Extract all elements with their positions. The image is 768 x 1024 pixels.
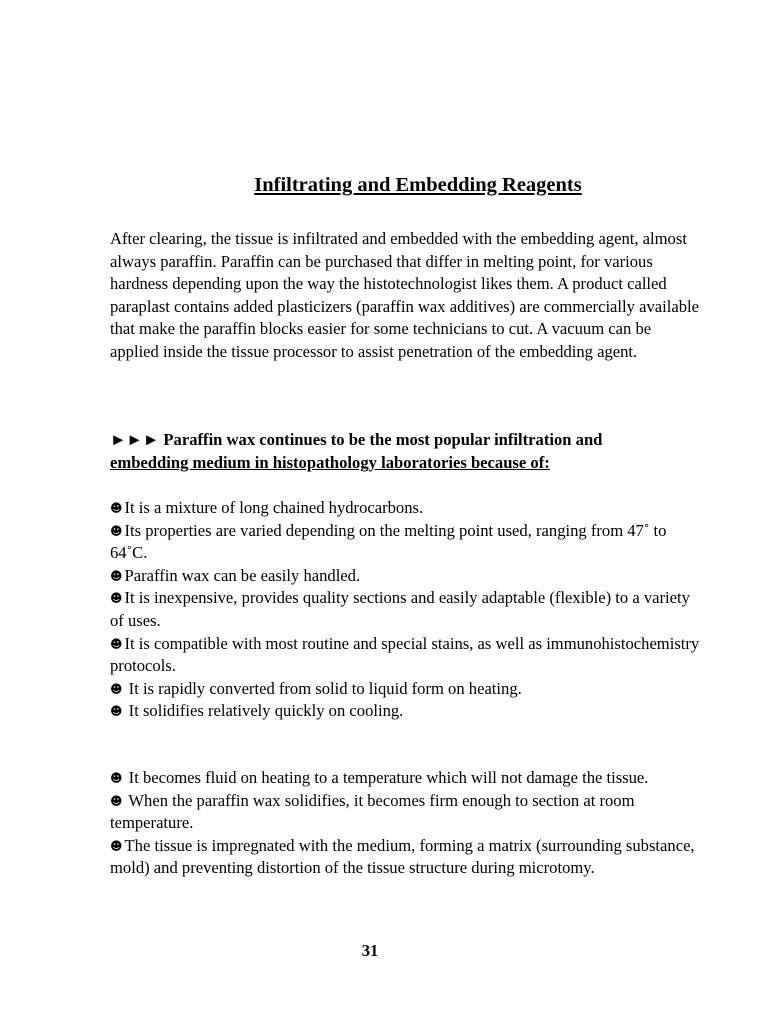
- list-item: [110, 835, 700, 880]
- list-item-text: It is a mixture of long chained hydrocarbons.: [124, 498, 424, 517]
- smiley-bullet-icon: ☻: [110, 523, 123, 538]
- smiley-bullet-icon: ☻: [110, 591, 123, 606]
- list-item-text: The tissue is impregnated with the medium, forming a matrix (surrounding substance, mold) and preventing distortion of the tissue structure during microtomy.: [110, 835, 695, 878]
- list-item-text: It is rapidly converted from solid to liquid form on heating.: [124, 678, 522, 698]
- list-item-text: It solidifies relatively quickly on cooling.: [124, 701, 404, 721]
- list-item: [110, 767, 700, 790]
- smiley-bullet-icon: ☻: [110, 681, 123, 696]
- list-item-text: When the paraffin wax solidifies, it becomes firm enough to section at room temperature.: [110, 790, 635, 833]
- lead-text-part1: ►►► Paraffin wax continues to be the most popular infiltration and: [110, 430, 603, 449]
- list-item: [110, 633, 700, 678]
- page-title: Infiltrating and Embedding Reagents: [254, 174, 582, 196]
- smiley-bullet-icon: ☻: [110, 838, 123, 853]
- smiley-bullet-icon: ☻: [110, 568, 123, 583]
- smiley-bullet-icon: ☻: [110, 501, 123, 515]
- list-item-text: Paraffin wax can be easily handled.: [124, 565, 361, 585]
- list-item: [110, 700, 700, 723]
- smiley-bullet-icon: ☻: [110, 636, 123, 651]
- bullet-list-properties: [110, 497, 700, 723]
- lead-paragraph: [110, 429, 700, 474]
- list-item: [110, 790, 700, 835]
- intro-paragraph: After clearing, the tissue is infiltrated and embedded with the embedding agent, almost always paraffin. Paraffin can be purchased that differ in melting point, for various hardness depending upon the way the histotechnologist likes them. A product called paraplast contains added plasticizers (paraffin wax additives) are commercially available that make the paraffin blocks easier for some technicians to cut. A vacuum can be applied inside the tissue processor to assist penetration of the embedding agent.: [110, 229, 699, 361]
- list-item-text: It becomes fluid on heating to a temperature which will not damage the tissue.: [124, 768, 649, 787]
- list-item-text: It is inexpensive, provides quality sections and easily adaptable (flexible) to a variety of uses.: [110, 588, 690, 630]
- list-item-text: It is compatible with most routine and special stains, as well as immunohistochemistry protocols.: [110, 633, 700, 676]
- smiley-bullet-icon: ☻: [110, 771, 123, 785]
- list-item: [110, 497, 700, 520]
- list-item-text: Its properties are varied depending on the melting point used, ranging from 47˚ to 64˚C.: [110, 520, 667, 563]
- smiley-bullet-icon: ☻: [110, 793, 123, 808]
- page-number: 31: [361, 941, 379, 960]
- list-item: [110, 565, 700, 588]
- bullet-list-behavior: [110, 767, 700, 880]
- smiley-bullet-icon: ☻: [110, 704, 123, 719]
- list-item: [110, 587, 700, 632]
- list-item: [110, 520, 700, 565]
- list-item: [110, 678, 700, 701]
- lead-text-part2: embedding medium in histopathology laboratories because of:: [110, 452, 550, 472]
